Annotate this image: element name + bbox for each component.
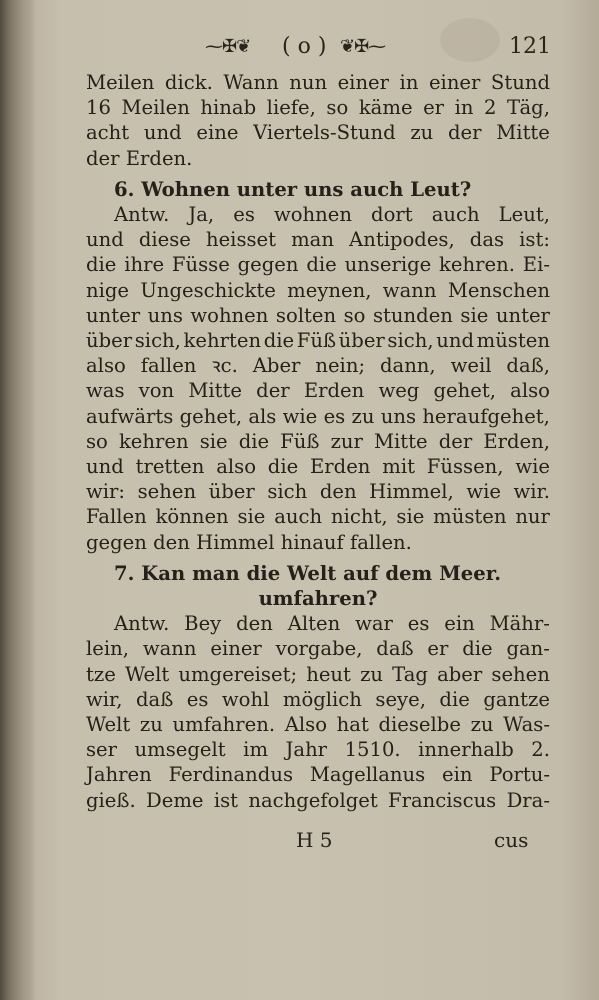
ornament-left-icon: ⁓✠❦	[205, 36, 251, 57]
body-text	[86, 70, 550, 813]
text-line: acht und eine Viertels-Stund zu der Mitte	[86, 121, 550, 145]
text-line: also fallen ꝛc. Aber nein; dann, weil daß,	[86, 354, 550, 378]
page-footer	[0, 828, 599, 858]
text-line: tze Welt umgereiset; heut zu Tag aber sehen	[86, 662, 550, 686]
text-line: Fallen können sie auch nicht, sie müsten nur	[86, 505, 550, 529]
text-line: gieß. Deme ist nachgefolget Franciscus Dra-	[86, 788, 550, 812]
text-line: Jahren Ferdinandus Magellanus ein Portu-	[86, 763, 550, 787]
ornament-right-icon: ❦✠⁓	[340, 36, 386, 57]
text-line: über sich, kehrten die Füß über sich, und müsten	[86, 329, 550, 353]
question-heading: 7. Kan man die Welt auf dem Meer.	[114, 561, 502, 585]
question-heading: 6. Wohnen unter uns auch Leut?	[114, 177, 472, 201]
text-line: Antw. Ja, es wohnen dort auch Leut,	[114, 203, 550, 227]
page-number: 121	[509, 34, 551, 59]
text-line: wir, daß es wohl möglich seye, die gantze	[86, 687, 550, 711]
catchword: cus	[494, 828, 529, 852]
text-line: unter uns wohnen solten so stunden sie unter	[86, 303, 550, 327]
text-line: Antw. Bey den Alten war es ein Mähr-	[114, 612, 550, 636]
header-center-mark: ( o )	[282, 34, 327, 59]
text-line: nige Ungeschickte meynen, wann Menschen	[86, 278, 550, 302]
text-line: Meilen dick. Wann nun einer in einer Stund	[86, 71, 550, 94]
text-line: und diese heisset man Antipodes, das ist:	[86, 228, 550, 252]
text-line: ser umsegelt im Jahr 1510. innerhalb 2.	[86, 738, 550, 762]
text-line: was von Mitte der Erden weg gehet, also	[86, 379, 550, 403]
text-line: und tretten also die Erden mit Füssen, wie	[86, 455, 550, 479]
text-line: wir: sehen über sich den Himmel, wie wir.	[86, 480, 550, 504]
question-heading: umfahren?	[258, 587, 378, 611]
signature-mark: H 5	[296, 828, 333, 852]
text-line: Welt zu umfahren. Also hat dieselbe zu Was-	[86, 713, 550, 737]
text-line: lein, wann einer vorgabe, daß er die gan-	[86, 637, 550, 661]
text-line: 16 Meilen hinab liefe, so käme er in 2 Täg,	[86, 96, 550, 120]
text-line: so kehren sie die Füß zur Mitte der Erden,	[86, 429, 550, 453]
text-line: der Erden.	[86, 146, 193, 170]
text-line: gegen den Himmel hinauf fallen.	[86, 530, 412, 554]
text-line: die ihre Füsse gegen die unserige kehren. Ei-	[86, 253, 550, 277]
text-line: aufwärts gehet, als wie es zu uns heraufgehet,	[86, 404, 550, 428]
running-header	[0, 30, 599, 66]
